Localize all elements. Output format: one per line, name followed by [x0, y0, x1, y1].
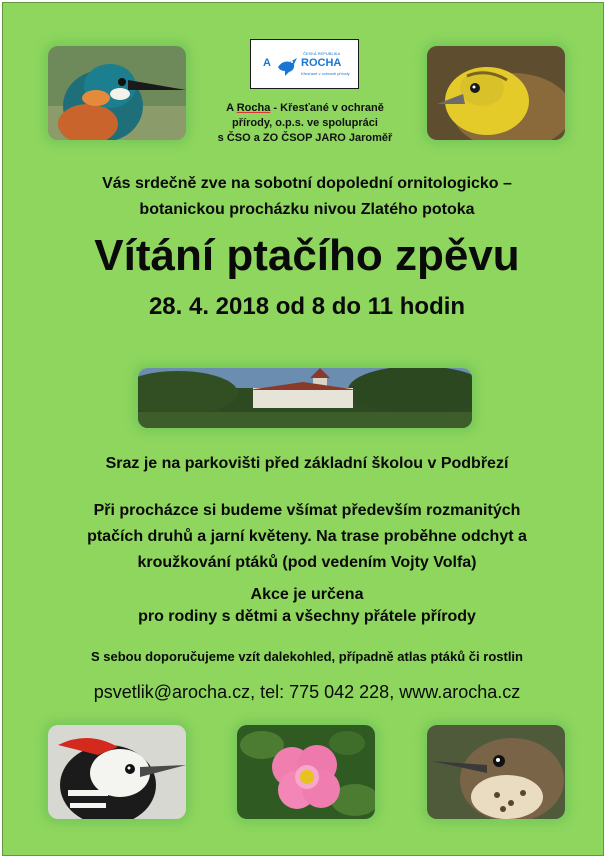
organizer-name: Rocha: [236, 102, 271, 114]
contact-info: psvetlik@arocha.cz, tel: 775 042 228, www.arocha.cz: [93, 682, 521, 702]
organizer-prefix: A: [226, 102, 234, 114]
audience-text: [23, 584, 591, 628]
organizer-line3: s ČSO a ZO ČSOP JARO Jaroměř: [217, 132, 393, 144]
yellowhammer-photo: [427, 46, 565, 140]
event-date: 28. 4. 2018 od 8 do 11 hodin: [148, 293, 466, 320]
audience-line2: pro rodiny s dětmi a všechny přátele přírody: [138, 608, 476, 625]
logo-small-top: ČESKÁ REPUBLIKA: [303, 51, 341, 56]
kingfisher-photo: [48, 46, 186, 140]
invite-line2: botanickou procházku nivou Zlatého potoka: [139, 201, 475, 218]
chateau-landscape-photo: [138, 368, 472, 428]
logo-mark: A: [263, 57, 271, 69]
invitation-text: [43, 171, 571, 223]
logo-name: ROCHA: [301, 57, 342, 69]
woodpecker-photo: [48, 725, 186, 819]
bird-icon: [275, 52, 301, 78]
thrush-photo: [427, 725, 565, 819]
event-title: Vítání ptačího zpěvu: [94, 231, 520, 280]
logo-small-bottom: Křesťané v ochraně přírody: [301, 71, 350, 76]
recommendation-text: S sebou doporučujeme vzít dalekohled, případně atlas ptáků či rostlin: [91, 649, 523, 664]
wild-rose-photo: [237, 725, 375, 819]
description-line1: Při procházce si budeme všímat především rozmanitých: [93, 502, 521, 519]
event-description: [33, 498, 581, 576]
description-line3: kroužkování ptáků (pod vedením Vojty Volfa): [137, 554, 477, 571]
organizer-line1-rest: - Křesťané v ochraně: [273, 102, 384, 114]
meeting-point: Sraz je na parkovišti před základní školou v Podbřezí: [105, 455, 509, 472]
audience-line1: Akce je určena: [250, 586, 364, 603]
organizer-line2: přírody, o.p.s. ve spolupráci: [232, 117, 378, 129]
a-rocha-logo: [250, 39, 359, 89]
organizer-text: [193, 101, 417, 146]
poster: [2, 2, 604, 856]
description-line2: ptačích druhů a jarní květeny. Na trase proběhne odchyt a: [87, 528, 527, 545]
invite-line1: Vás srdečně zve na sobotní dopolední ornitologicko –: [102, 175, 512, 192]
